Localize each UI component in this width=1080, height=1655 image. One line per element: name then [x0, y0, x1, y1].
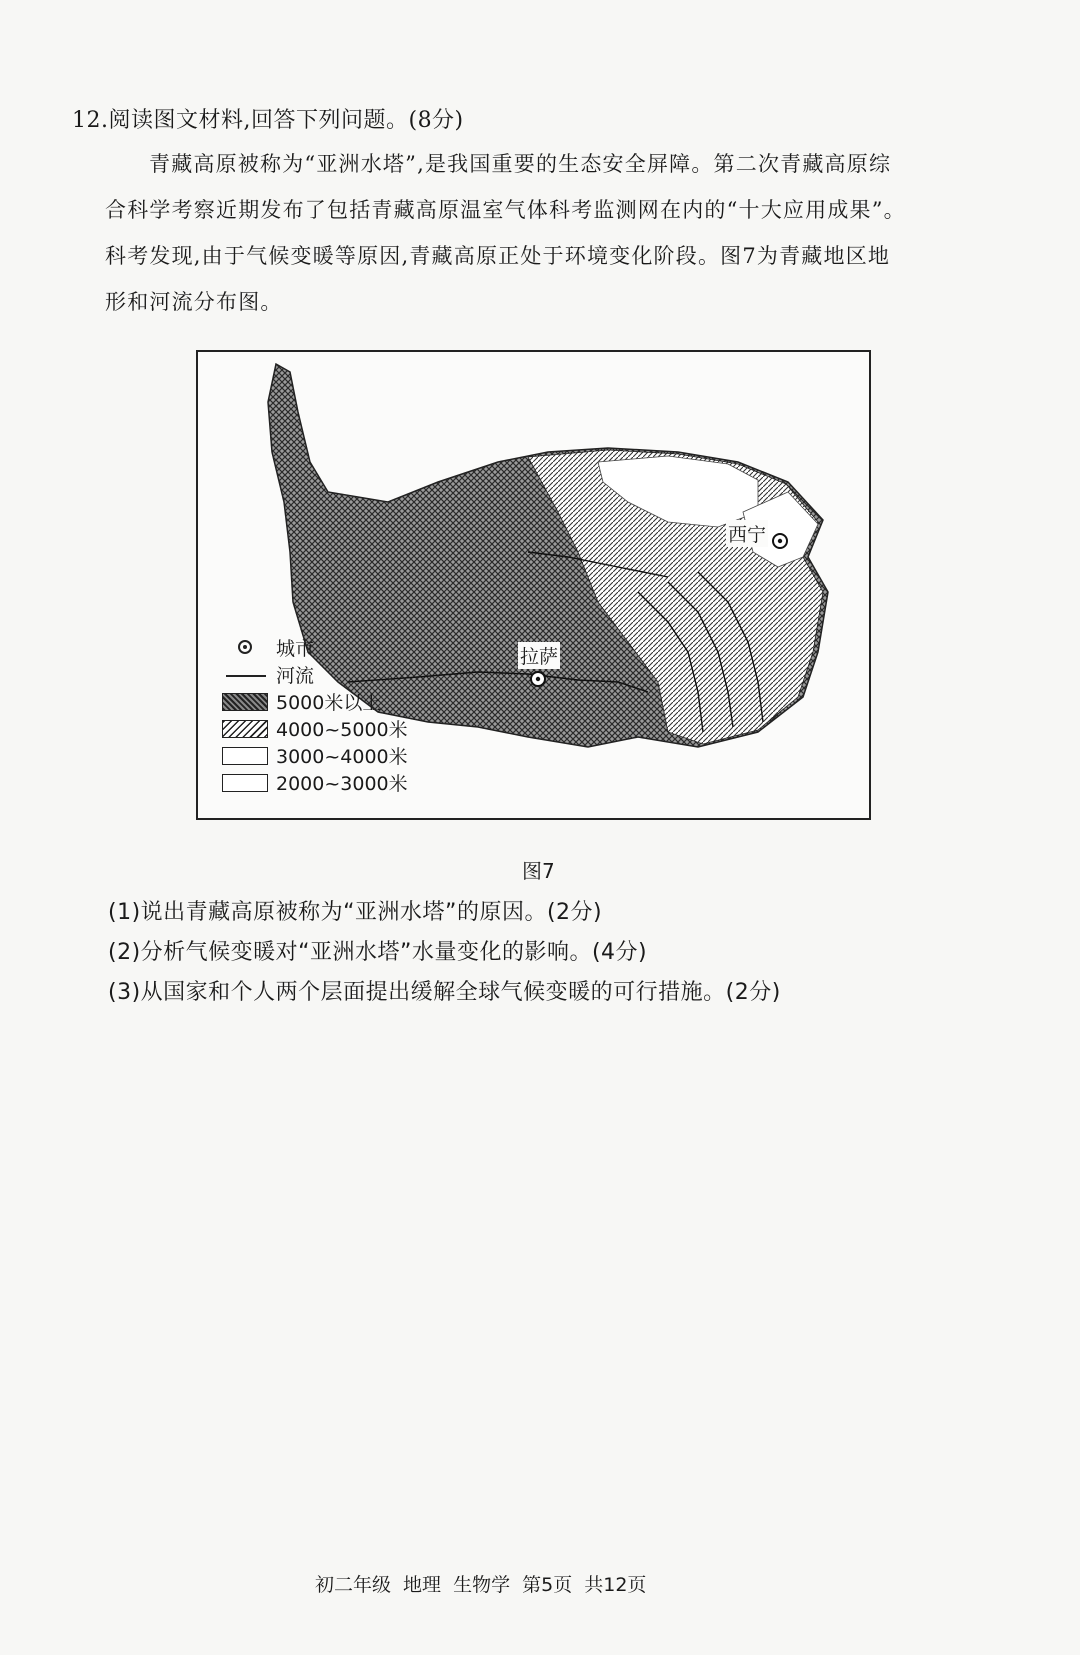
material-paragraph-line4: 形和河流分布图。 [105, 290, 283, 314]
city-symbol-icon [222, 639, 268, 657]
legend-2000 [222, 769, 408, 796]
question-title: 12.阅读图文材料,回答下列问题。(8分) [72, 108, 464, 133]
subquestion-1: (1)说出青藏高原被称为“亚洲水塔”的原因。(2分) [108, 900, 603, 925]
material-paragraph-line1: 青藏高原被称为“亚洲水塔”,是我国重要的生态安全屏障。第二次青藏高原综 [149, 152, 892, 176]
legend-label: 3000~4000米 [276, 746, 408, 768]
subquestion-2: (2)分析气候变暖对“亚洲水塔”水量变化的影响。(4分) [108, 940, 648, 965]
subquestion-3: (3)从国家和个人两个层面提出缓解全球气候变暖的可行措施。(2分) [108, 980, 781, 1005]
figure-map-box [196, 350, 871, 820]
material-paragraph-line2: 合科学考察近期发布了包括青藏高原温室气体科考监测网在内的“十大应用成果”。 [105, 198, 906, 222]
material-paragraph-line3: 科考发现,由于气候变暖等原因,青藏高原正处于环境变化阶段。图7为青藏地区地 [105, 244, 891, 268]
city-lhasa-marker [531, 672, 545, 686]
legend-label: 2000~3000米 [276, 773, 408, 795]
page-footer: 初二年级 地理 生物学 第5页 共12页 [315, 1574, 647, 1596]
legend-label: 河流 [276, 665, 315, 687]
legend-5000 [222, 688, 408, 715]
cross-hatch-swatch-icon [222, 693, 268, 711]
legend-river [222, 661, 408, 688]
legend-label: 城市 [276, 638, 315, 660]
legend-3000 [222, 742, 408, 769]
white-swatch-icon [222, 774, 268, 792]
legend-4000 [222, 715, 408, 742]
map-legend [222, 634, 408, 796]
river-line-icon [222, 666, 268, 684]
white-swatch-icon [222, 747, 268, 765]
diagonal-hatch-swatch-icon [222, 720, 268, 738]
city-label-lhasa: 拉萨 [518, 642, 560, 669]
legend-label: 4000~5000米 [276, 719, 408, 741]
figure-caption: 图7 [522, 859, 555, 883]
city-label-xining: 西宁 [726, 520, 768, 547]
city-xining-marker [773, 534, 787, 548]
legend-label: 5000米以上 [276, 692, 382, 714]
legend-city [222, 634, 408, 661]
